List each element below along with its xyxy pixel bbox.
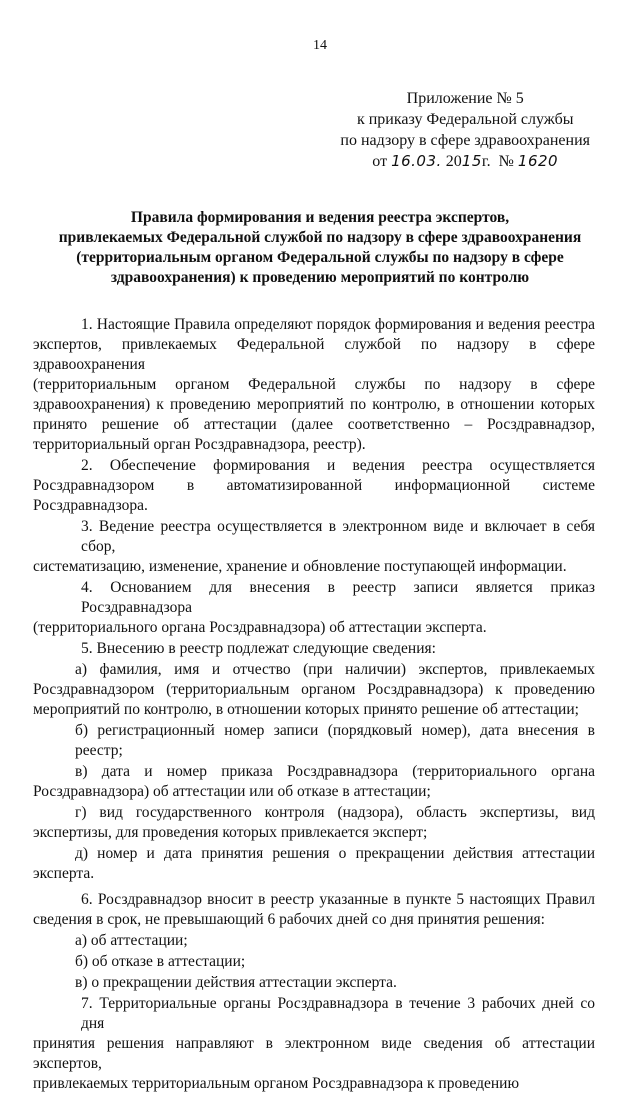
paragraph-line: б) регистрационный номер записи (порядковый номер), дата внесения в реестр; [75,722,595,759]
paragraph-line: принято решение об аттестации (далее соответственно – Росздравнадзор, [33,416,595,433]
date-prefix: от [372,153,388,170]
appendix-title: Приложение № 5 [406,90,524,107]
paragraph [33,578,595,638]
title-line: здравоохранения) к проведению мероприятий по контролю [110,269,530,286]
paragraph-line: территориальный орган Росздравнадзора, реестр). [33,436,366,453]
paragraph-line: 1. Настоящие Правила определяют порядок формирования и ведения реестра [81,316,595,333]
paragraph-line: г) вид государственного контроля (надзора), область экспертизы, вид [75,804,595,821]
appendix-order-ref: к приказу Федеральной службы [356,111,574,128]
paragraph [33,517,595,577]
paragraph-line: привлекаемых территориальным органом Росздравнадзора к проведению [33,1075,520,1092]
paragraph-line: д) номер и дата принятия решения о прекращении действия аттестации [75,845,595,862]
paragraph [33,952,595,972]
paragraph-line: 6. Росздравнадзор вносит в реестр указанные в пункте 5 настоящих Правил [81,891,595,908]
document-title [48,208,592,288]
paragraph-line: 2. Обеспечение формирования и ведения реестра осуществляется [81,457,595,474]
title-line: привлекаемых Федеральной службой по надзору в сфере здравоохранения [58,229,582,246]
appendix-agency: по надзору в сфере здравоохранения [340,132,590,149]
paragraph [33,762,595,802]
paragraph-line: Росздравнадзора) об аттестации или об отказе в аттестации; [33,783,431,800]
paragraph-line: эксперта. [33,865,95,882]
paragraph-line: экспертов, привлекаемых Федеральной службой по надзору в сфере здравоохранения [33,336,595,373]
paragraph-line: а) фамилия, имя и отчество (при наличии) экспертов, привлекаемых [75,661,595,678]
paragraph-line: Росздравнадзором (территориальным органом Росздравнадзора) к проведению [33,681,595,698]
paragraph-line: 7. Территориальные органы Росздравнадзора в течение 3 рабочих дней со дня [81,995,595,1032]
paragraph-line: (территориальным органом Федеральной службы по надзору в сфере [33,376,595,393]
year-suffix: г. [481,153,491,170]
paragraph-line: 3. Ведение реестра осуществляется в электронном виде и включает в себя сбор, [81,518,595,555]
paragraph-line: 4. Основанием для внесения в реестр записи является приказ Росздравнадзора [81,579,595,616]
year-printed: 20 [445,153,462,170]
paragraph-line: 5. Внесению в реестр подлежат следующие сведения: [81,640,436,657]
paragraph-line: сведения в срок, не превышающий 6 рабочих дней со дня принятия решения: [33,911,545,928]
title-line: Правила формирования и ведения реестра экспертов, [130,209,510,226]
paragraph [33,721,595,761]
number-prefix: № [498,153,514,170]
paragraph [33,456,595,516]
paragraph [33,844,595,884]
paragraph-line: (территориального органа Росздравнадзора) об аттестации эксперта. [33,619,487,636]
paragraph-line: здравоохранения) к проведению мероприятий по контролю, в отношении которых [33,396,595,413]
handwritten-year: 15 [461,152,482,170]
paragraph [33,994,595,1094]
handwritten-number: 1620 [517,152,559,170]
document-body [33,315,595,1095]
paragraph [33,890,595,930]
paragraph-line: а) об аттестации; [75,932,188,949]
handwritten-date: 16.03. [391,152,442,170]
paragraph [33,315,595,455]
paragraph-line: экспертизы, для проведения которых привлекается эксперт; [33,824,428,841]
paragraph-line: принятия решения направляют в электронном виде сведения об аттестации экспертов, [33,1035,595,1072]
appendix-date-line [340,151,590,172]
appendix-header [340,88,590,172]
paragraph [33,973,595,993]
paragraph [33,639,595,659]
paragraph-line: систематизацию, изменение, хранение и обновление поступающей информации. [33,558,567,575]
title-line: (территориальным органом Федеральной службы по надзору в сфере [76,249,564,266]
paragraph [33,803,595,843]
paragraph-line: в) о прекращении действия аттестации эксперта. [75,974,397,991]
page-number: 14 [313,38,327,53]
paragraph-line: б) об отказе в аттестации; [75,953,246,970]
paragraph-line: в) дата и номер приказа Росздравнадзора (территориального органа [75,763,595,780]
paragraph-line: Росздравнадзором в автоматизированной информационной системе Росздравнадзора. [33,477,595,514]
paragraph-line: мероприятий по контролю, в отношении которых принято решение об аттестации; [33,701,579,718]
paragraph [33,931,595,951]
paragraph [33,660,595,720]
